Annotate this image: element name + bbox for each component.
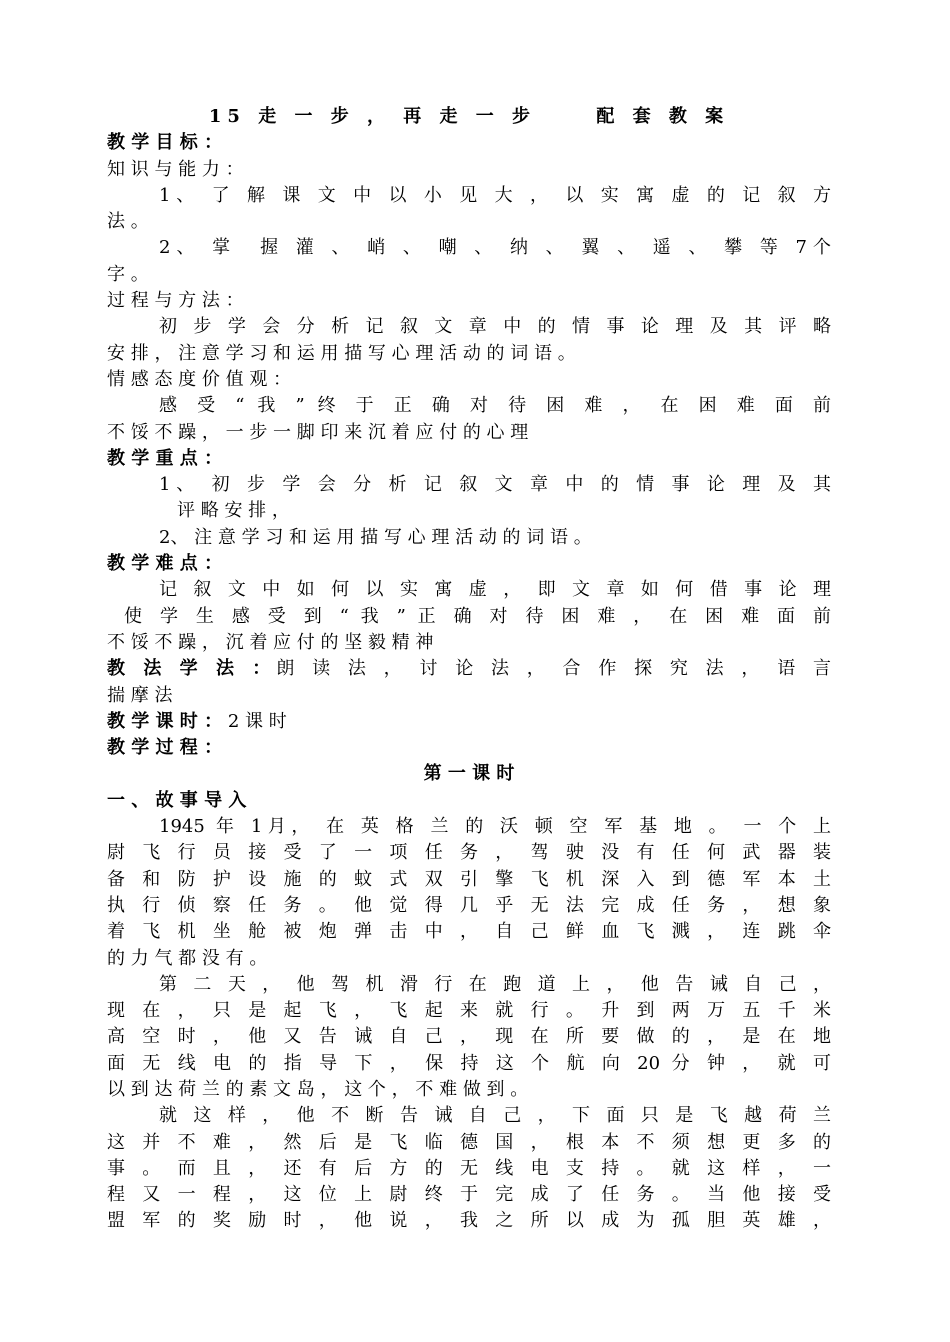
objective-item-2-cont: 字 。 — [107, 263, 149, 285]
objective-item-2: 2、 掌 握 灌 、 峭 、 嘲 、 纳 、 翼 、 遥 、 攀 等 7个 — [159, 237, 831, 259]
page-title: 15 走 一 步 ， 再 走 一 步 配 套 教 案 — [208, 106, 730, 127]
key-point-item-1: 1、 初 步 学 会 分 析 记 叙 文 章 中 的 情 事 论 理 及 其 — [159, 474, 831, 496]
process-heading: 教 学 过 程 ： — [107, 737, 223, 759]
story-line: 现 在 ， 只 是 起 飞 ， 飞 起 来 就 行 。 升 到 两 万 五 千 米 — [107, 1000, 831, 1022]
periods-value: 2 课 时 — [227, 710, 287, 732]
methods-value: 朗 读 法 ， 讨 论 法 ， 合 作 探 究 法 ， 语 言 — [276, 658, 831, 680]
methods-line — [107, 656, 831, 682]
process-method-heading: 过 程 与 方 法 ： — [107, 290, 244, 312]
difficulties-text-cont: 使 学 生 感 受 到 “ 我 ” 正 确 对 待 困 难 ， 在 困 难 面 前 — [124, 605, 831, 627]
periods-label: 教 学 课 时 ： — [107, 710, 223, 732]
difficulties-text-end: 不 馁 不 躁 ， 沉 着 应 付 的 坚 毅 精 神 — [107, 631, 434, 653]
story-line: 执 行 侦 察 任 务 。 他 觉 得 几 乎 无 法 完 成 任 务 ， 想 象 — [107, 894, 831, 916]
difficulties-text: 记 叙 文 中 如 何 以 实 寓 虚 ， 即 文 章 如 何 借 事 论 理 — [159, 579, 831, 601]
story-line: 以 到 达 荷 兰 的 素 文 岛 ， 这 个 ， 不 难 做 到 。 — [107, 1078, 529, 1100]
story-line: 的 力 气 都 没 有 。 — [107, 947, 268, 969]
lesson-title: 第 一 课 时 — [423, 763, 515, 785]
story-line: 1945 年 1月， 在 英 格 兰 的 沃 顿 空 军 基 地 。 一 个 上 — [159, 816, 831, 838]
story-line: 盟 军 的 奖 励 时 ， 他 说 ， 我 之 所 以 成 为 孤 胆 英 雄 ， — [107, 1210, 831, 1232]
objective-item-1: 1、 了 解 课 文 中 以 小 见 大 ， 以 实 寓 虚 的 记 叙 方 — [159, 184, 831, 206]
methods-label: 教 法 学 法 ： — [107, 658, 277, 680]
story-line: 这 并 不 难 ， 然 后 是 飞 临 德 国 ， 根 本 不 须 想 更 多 的 — [107, 1131, 831, 1153]
key-point-item-1-cont: 评 略 安 排 ， — [177, 500, 290, 522]
emotion-text-cont: 不 馁 不 躁 ， 一 步 一 脚 印 来 沉 着 应 付 的 心 理 — [107, 421, 529, 443]
key-point-item-2: 2、 注 意 学 习 和 运 用 描 写 心 理 活 动 的 词 语 。 — [159, 526, 592, 548]
process-method-text: 初 步 学 会 分 析 记 叙 文 章 中 的 情 事 论 理 及 其 评 略 — [159, 316, 831, 338]
section-heading: 一 、 故 事 导 入 — [107, 789, 247, 811]
process-method-text-cont: 安 排 ， 注 意 学 习 和 运 用 描 写 心 理 活 动 的 词 语 。 — [107, 342, 576, 364]
story-line: 事 。 而 且 ， 还 有 后 方 的 无 线 电 支 持 。 就 这 样 ， 一 — [107, 1157, 831, 1179]
methods-value-cont: 揣 摩 法 — [107, 684, 173, 706]
story-line: 就 这 样 ， 他 不 断 告 诫 自 己 ， 下 面 只 是 飞 越 荷 兰 — [159, 1105, 831, 1127]
difficulties-heading: 教 学 难 点 ： — [107, 553, 223, 575]
story-line: 尉 飞 行 员 接 受 了 一 项 任 务 ， 驾 驶 没 有 任 何 武 器 装 — [107, 842, 831, 864]
emotion-heading: 情 感 态 度 价 值 观 ： — [107, 368, 292, 390]
objective-item-1-cont: 法 。 — [107, 211, 149, 233]
story-line: 高 空 时 ， 他 又 告 诫 自 己 ， 现 在 所 要 做 的 ， 是 在 地 — [107, 1026, 831, 1048]
story-line: 程 又 一 程 ， 这 位 上 尉 终 于 完 成 了 任 务 。 当 他 接 受 — [107, 1184, 831, 1206]
periods-line — [107, 709, 831, 735]
story-line: 备 和 防 护 设 施 的 蚊 式 双 引 擎 飞 机 深 入 到 德 军 本 土 — [107, 868, 831, 890]
document-body — [107, 104, 831, 1235]
objectives-heading: 教 学 目 标 ： — [107, 132, 223, 154]
story-line: 着 飞 机 坐 舱 被 炮 弹 击 中 ， 自 己 鲜 血 飞 溅 ， 连 跳 伞 — [107, 921, 831, 943]
story-line: 第 二 天 ， 他 驾 机 滑 行 在 跑 道 上 ， 他 告 诫 自 己 ， — [159, 973, 831, 995]
story-line: 面 无 线 电 的 指 导 下 ， 保 持 这 个 航 向 20 分 钟 ， 就 可 — [107, 1052, 831, 1074]
key-points-heading: 教 学 重 点 ： — [107, 447, 223, 469]
emotion-text: 感 受 “ 我 ” 终 于 正 确 对 待 困 难 ， 在 困 难 面 前 — [159, 395, 831, 417]
knowledge-heading: 知 识 与 能 力 ： — [107, 158, 244, 180]
